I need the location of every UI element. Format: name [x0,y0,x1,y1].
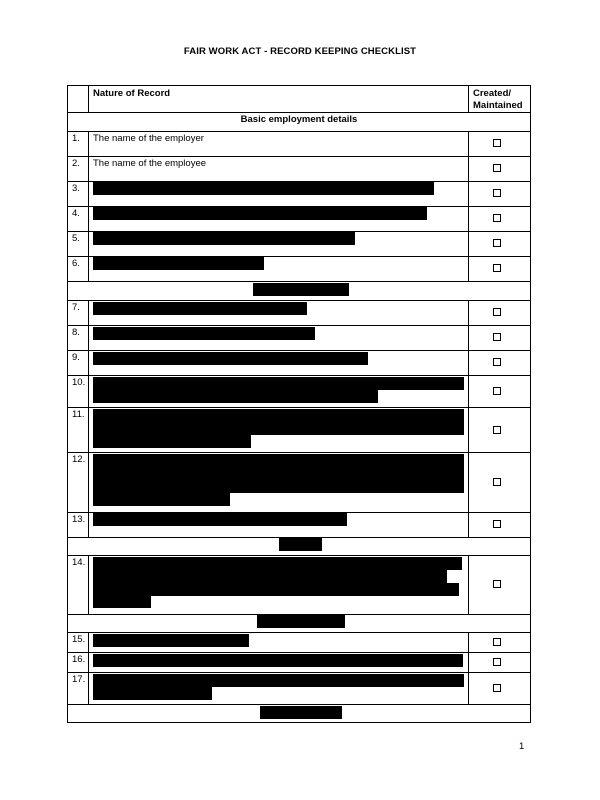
row-number: 4. [72,208,80,219]
document-title: FAIR WORK ACT - RECORD KEEPING CHECKLIST [183,46,417,57]
redaction-bar [93,182,434,195]
created-maintained-checkbox[interactable] [493,426,501,434]
col-separator-status [468,86,469,112]
row-number: 14. [72,557,86,568]
created-maintained-checkbox[interactable] [493,239,501,247]
row-number: 17. [72,674,86,685]
redaction-bar [93,674,464,687]
redaction-bar [93,390,378,403]
redaction-bar [93,687,212,700]
row-line [68,652,530,653]
row-number: 12. [72,454,86,465]
redaction-bar [93,513,347,526]
row-line [68,281,530,282]
redaction-bar [257,615,345,628]
created-maintained-checkbox[interactable] [493,684,501,692]
row-number: 1. [72,133,80,144]
created-maintained-checkbox[interactable] [493,387,501,395]
row-line [68,300,530,301]
row-number: 6. [72,258,80,269]
section-heading-basic: Basic employment details [240,114,358,125]
row-line [68,131,530,132]
redaction-bar [93,435,251,448]
row-line [68,555,530,556]
created-maintained-checkbox[interactable] [493,658,501,666]
row-line [68,452,530,453]
redaction-bar [93,232,355,245]
col-separator-num [88,632,89,704]
col-separator-status [468,632,469,704]
redaction-bar [93,377,464,390]
row-line [68,632,530,633]
col-separator-status [468,300,469,537]
redaction-bar [93,596,151,608]
row-number: 8. [72,327,80,338]
page-number: 1 [519,741,525,752]
created-maintained-checkbox[interactable] [493,308,501,316]
header-nature-of-record: Nature of Record [93,88,171,99]
row-line [68,407,530,408]
created-maintained-checkbox[interactable] [493,139,501,147]
row-number: 10. [72,377,86,388]
row-number: 7. [72,302,80,313]
redaction-bar [253,283,349,296]
redaction-bar [93,352,368,365]
col-separator-status [468,555,469,614]
col-separator-num [88,555,89,614]
created-maintained-checkbox[interactable] [493,164,501,172]
created-maintained-checkbox[interactable] [493,264,501,272]
redaction-bar [93,409,464,435]
redaction-bar [93,257,264,270]
redaction-bar [93,454,464,493]
record-text: The name of the employee [93,158,207,169]
redaction-bar [93,583,459,596]
redaction-bar [93,327,315,340]
redaction-bar [93,634,249,647]
redaction-bar [279,538,322,551]
redaction-bar [93,207,427,220]
row-number: 11. [72,409,85,420]
row-number: 3. [72,183,80,194]
row-line [68,325,530,326]
redaction-bar [93,654,463,667]
row-line [68,156,530,157]
redaction-bar [93,302,307,315]
created-maintained-checkbox[interactable] [493,520,501,528]
col-separator-num [88,300,89,537]
redaction-bar [93,493,230,506]
row-number: 13. [72,514,86,525]
created-maintained-checkbox[interactable] [493,580,501,588]
redaction-bar [93,570,447,583]
row-number: 15. [72,634,86,645]
row-line [68,704,530,705]
created-maintained-checkbox[interactable] [493,638,501,646]
row-line [68,112,530,113]
created-maintained-checkbox[interactable] [493,358,501,366]
redaction-bar [93,557,462,570]
row-line [68,672,530,673]
created-maintained-checkbox[interactable] [493,189,501,197]
row-number: 2. [72,158,80,169]
row-number: 5. [72,233,80,244]
row-number: 9. [72,352,80,363]
created-maintained-checkbox[interactable] [493,214,501,222]
col-separator-num [88,86,89,112]
header-created-maintained: Created/ Maintained [473,88,523,111]
created-maintained-checkbox[interactable] [493,333,501,341]
row-line [68,350,530,351]
row-number: 16. [72,654,86,665]
record-keeping-table [67,85,531,723]
record-text: The name of the employer [93,133,204,144]
created-maintained-checkbox[interactable] [493,478,501,486]
row-line [68,375,530,376]
redaction-bar [260,706,342,719]
